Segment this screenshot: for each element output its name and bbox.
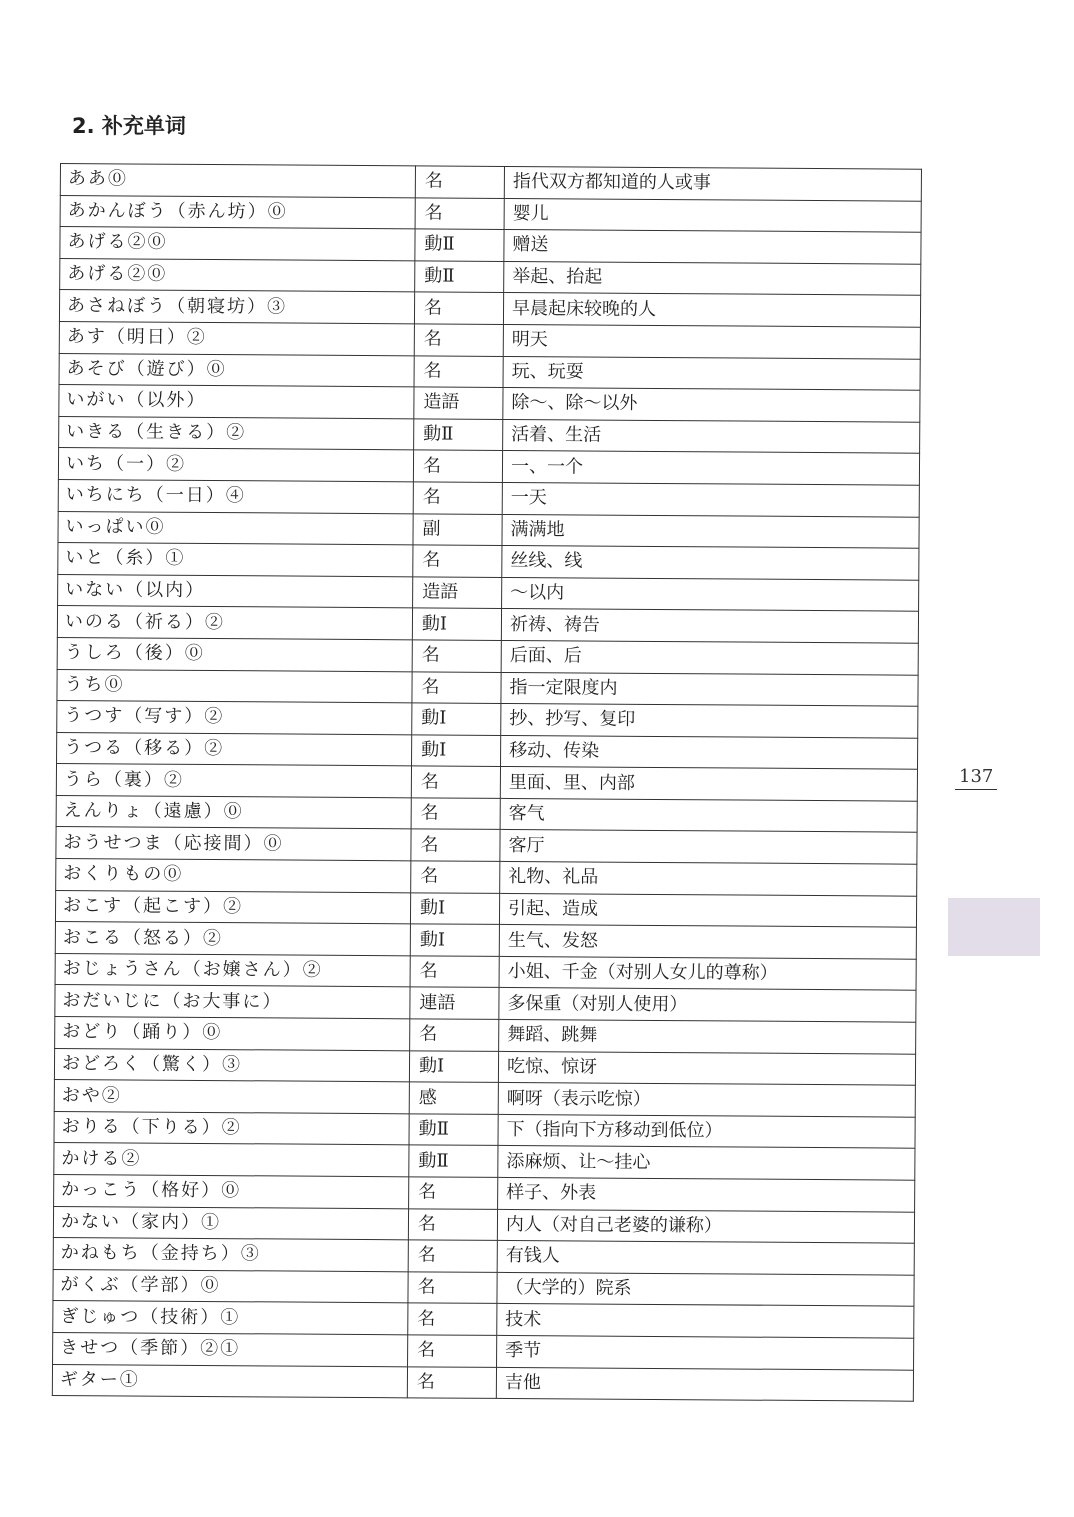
- vocab-word-cell: おどり（踊り）⓪: [55, 1017, 410, 1051]
- meaning-cell: ～以内: [502, 577, 919, 611]
- part-of-speech-cell: 名: [408, 1208, 497, 1240]
- vocab-word-cell: えんりょ（遠慮）⓪: [56, 795, 411, 829]
- vocabulary-table-body: [52, 164, 921, 1402]
- vocab-word-cell: あさねぼう（朝寝坊）③: [59, 290, 414, 324]
- meaning-cell: 有钱人: [497, 1241, 914, 1275]
- part-of-speech-cell: 名: [411, 861, 500, 893]
- vocab-word-cell: おこす（起こす）②: [55, 890, 410, 924]
- part-of-speech-cell: 名: [411, 829, 500, 861]
- meaning-cell: 吉他: [496, 1367, 913, 1401]
- meaning-cell: 移动、传染: [501, 735, 918, 769]
- meaning-cell: 吃惊、惊讶: [498, 1051, 915, 1085]
- meaning-cell: 引起、造成: [499, 893, 916, 927]
- vocab-word-cell: かない（家内）①: [53, 1206, 408, 1240]
- part-of-speech-cell: 名: [410, 1019, 499, 1051]
- meaning-cell: 内人（对自己老婆的谦称）: [497, 1209, 914, 1243]
- vocab-word-cell: かける②: [54, 1143, 409, 1177]
- page-number: 137: [955, 766, 997, 790]
- vocab-word-cell: いと（糸）①: [58, 543, 413, 577]
- part-of-speech-cell: 名: [415, 197, 504, 229]
- vocab-word-cell: いのる（祈る）②: [57, 606, 412, 640]
- part-of-speech-cell: 名: [414, 292, 503, 324]
- meaning-cell: 明天: [503, 324, 920, 358]
- meaning-cell: 丝线、线: [502, 546, 919, 580]
- part-of-speech-cell: 動Ⅱ: [409, 1114, 498, 1146]
- part-of-speech-cell: 動Ⅱ: [415, 261, 504, 293]
- meaning-cell: 里面、里、内部: [500, 767, 917, 801]
- part-of-speech-cell: 副: [413, 513, 502, 545]
- part-of-speech-cell: 名: [408, 1272, 497, 1304]
- vocab-word-cell: かっこう（格好）⓪: [54, 1174, 409, 1208]
- vocab-word-cell: いっぱい⓪: [58, 511, 413, 545]
- part-of-speech-cell: 動Ⅰ: [412, 703, 501, 735]
- part-of-speech-cell: 名: [408, 1303, 497, 1335]
- meaning-cell: 一、一个: [502, 451, 919, 485]
- part-of-speech-cell: 名: [412, 671, 501, 703]
- meaning-cell: 礼物、礼品: [500, 861, 917, 895]
- part-of-speech-cell: 動Ⅰ: [410, 924, 499, 956]
- meaning-cell: 舞蹈、跳舞: [499, 1019, 916, 1053]
- vocab-row: [52, 1364, 913, 1401]
- part-of-speech-cell: 名: [414, 324, 503, 356]
- vocab-word-cell: ああ⓪: [60, 164, 415, 198]
- vocab-word-cell: おや②: [54, 1080, 409, 1114]
- meaning-cell: 祈祷、祷告: [501, 609, 918, 643]
- meaning-cell: 小姐、千金（对别人女儿的尊称）: [499, 956, 916, 990]
- meaning-cell: 客厅: [500, 830, 917, 864]
- part-of-speech-cell: 名: [411, 766, 500, 798]
- vocab-word-cell: いち（一）②: [58, 448, 413, 482]
- meaning-cell: 客气: [500, 798, 917, 832]
- part-of-speech-cell: 連語: [410, 987, 499, 1019]
- vocab-word-cell: おこる（怒る）②: [55, 922, 410, 956]
- vocab-word-cell: ギター①: [52, 1364, 407, 1398]
- vocab-word-cell: おどろく（驚く）③: [54, 1048, 409, 1082]
- vocab-word-cell: あす（明日）②: [59, 321, 414, 355]
- vocabulary-table: [52, 163, 922, 1402]
- part-of-speech-cell: 動Ⅰ: [412, 735, 501, 767]
- meaning-cell: 赠送: [504, 230, 921, 264]
- part-of-speech-cell: 動Ⅱ: [414, 419, 503, 451]
- meaning-cell: 啊呀（表示吃惊）: [498, 1083, 915, 1117]
- vocab-word-cell: うら（裏）②: [56, 764, 411, 798]
- part-of-speech-cell: 動Ⅰ: [409, 1050, 498, 1082]
- vocab-word-cell: おじょうさん（お嬢さん）②: [55, 953, 410, 987]
- vocab-word-cell: ぎじゅつ（技術）①: [53, 1301, 408, 1335]
- part-of-speech-cell: 造語: [413, 577, 502, 609]
- vocab-word-cell: いちにち（一日）④: [58, 479, 413, 513]
- part-of-speech-cell: 造語: [414, 387, 503, 419]
- part-of-speech-cell: 名: [411, 798, 500, 830]
- meaning-cell: 早晨起床较晚的人: [503, 293, 920, 327]
- meaning-cell: 添麻烦、让～挂心: [498, 1146, 915, 1180]
- meaning-cell: 指一定限度内: [501, 672, 918, 706]
- vocab-word-cell: うしろ（後）⓪: [57, 637, 412, 671]
- meaning-cell: 满满地: [502, 514, 919, 548]
- meaning-cell: 除～、除～以外: [503, 388, 920, 422]
- part-of-speech-cell: 名: [408, 1240, 497, 1272]
- meaning-cell: 一天: [502, 482, 919, 516]
- vocab-word-cell: きせつ（季節）②①: [53, 1332, 408, 1366]
- part-of-speech-cell: 感: [409, 1082, 498, 1114]
- meaning-cell: 后面、后: [501, 640, 918, 674]
- part-of-speech-cell: 名: [408, 1335, 497, 1367]
- meaning-cell: 玩、玩耍: [503, 356, 920, 390]
- vocab-word-cell: あげる②⓪: [60, 227, 415, 261]
- vocab-word-cell: あそび（遊び）⓪: [59, 353, 414, 387]
- meaning-cell: （大学的）院系: [497, 1272, 914, 1306]
- vocab-word-cell: おくりもの⓪: [56, 859, 411, 893]
- vocab-word-cell: あかんぼう（赤ん坊）⓪: [60, 195, 415, 229]
- part-of-speech-cell: 名: [407, 1366, 496, 1398]
- part-of-speech-cell: 名: [410, 956, 499, 988]
- meaning-cell: 抄、抄写、复印: [501, 704, 918, 738]
- section-heading: 2. 补充单词: [72, 114, 186, 138]
- meaning-cell: 季节: [497, 1335, 914, 1369]
- vocab-word-cell: かねもち（金持ち）③: [53, 1238, 408, 1272]
- vocab-word-cell: おだいじに（お大事に）: [55, 985, 410, 1019]
- vocab-word-cell: おうせつま（応接間）⓪: [56, 827, 411, 861]
- part-of-speech-cell: 動Ⅱ: [415, 229, 504, 261]
- meaning-cell: 下（指向下方移动到低位）: [498, 1114, 915, 1148]
- vocab-word-cell: あげる②⓪: [60, 258, 415, 292]
- part-of-speech-cell: 名: [414, 355, 503, 387]
- part-of-speech-cell: 名: [413, 545, 502, 577]
- meaning-cell: 婴儿: [504, 198, 921, 232]
- meaning-cell: 举起、抬起: [504, 261, 921, 295]
- part-of-speech-cell: 名: [412, 640, 501, 672]
- part-of-speech-cell: 名: [413, 482, 502, 514]
- vocab-word-cell: うつる（移る）②: [57, 732, 412, 766]
- vocab-word-cell: うつす（写す）②: [57, 701, 412, 735]
- part-of-speech-cell: 動Ⅰ: [412, 608, 501, 640]
- part-of-speech-cell: 名: [413, 450, 502, 482]
- meaning-cell: 技术: [497, 1304, 914, 1338]
- vocab-word-cell: いきる（生きる）②: [59, 416, 414, 450]
- vocab-word-cell: うち⓪: [57, 669, 412, 703]
- meaning-cell: 指代双方都知道的人或事: [504, 166, 921, 200]
- part-of-speech-cell: 名: [415, 166, 504, 198]
- meaning-cell: 多保重（对别人使用）: [499, 988, 916, 1022]
- part-of-speech-cell: 名: [409, 1177, 498, 1209]
- vocab-word-cell: おりる（下りる）②: [54, 1111, 409, 1145]
- meaning-cell: 样子、外表: [498, 1177, 915, 1211]
- vocab-word-cell: がくぶ（学部）⓪: [53, 1269, 408, 1303]
- meaning-cell: 活着、生活: [503, 419, 920, 453]
- part-of-speech-cell: 動Ⅰ: [410, 892, 499, 924]
- chapter-side-tab: [948, 898, 1040, 956]
- vocab-word-cell: いがい（以外）: [59, 385, 414, 419]
- meaning-cell: 生气、发怒: [499, 925, 916, 959]
- part-of-speech-cell: 動Ⅱ: [409, 1145, 498, 1177]
- vocab-word-cell: いない（以内）: [58, 574, 413, 608]
